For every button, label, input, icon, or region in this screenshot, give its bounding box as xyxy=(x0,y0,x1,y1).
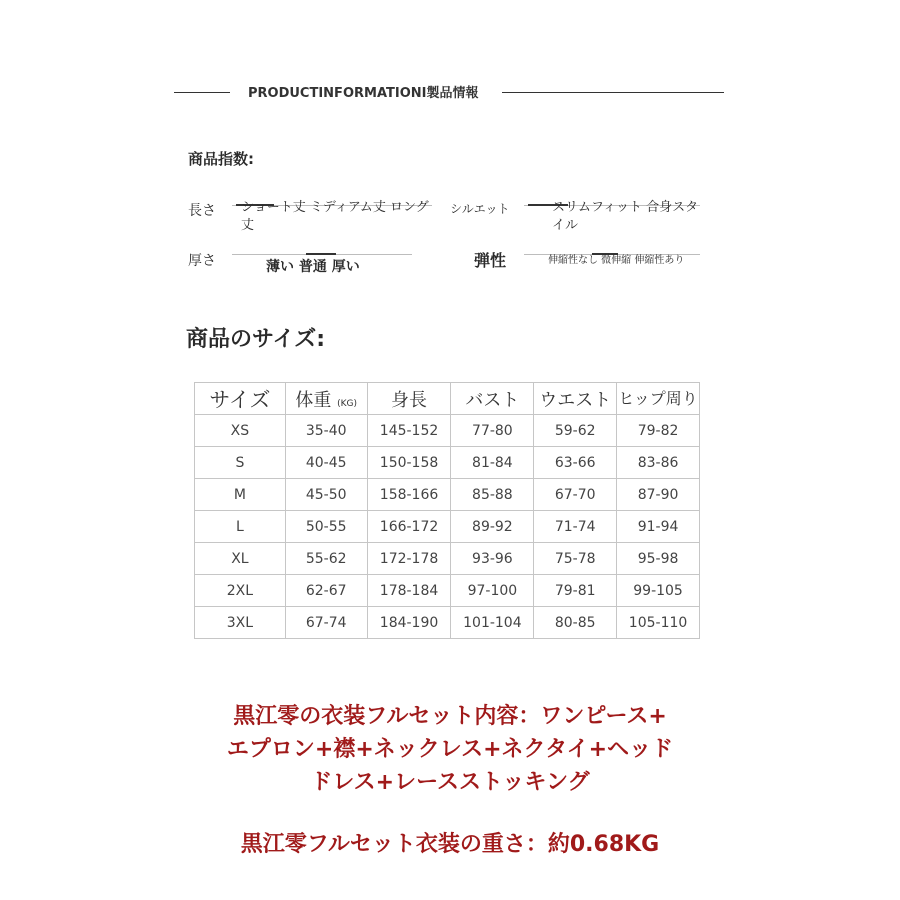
table-row xyxy=(195,543,700,575)
table-cell: 63-66 xyxy=(534,447,617,479)
header-weight: 体重 (KG) xyxy=(285,383,367,415)
weight-unit: (KG) xyxy=(337,398,358,409)
table-row xyxy=(195,479,700,511)
table-cell: 67-70 xyxy=(534,479,617,511)
size-table xyxy=(194,382,700,639)
weight-note: 黒江零フルセット衣装の重さ：約0.68KG xyxy=(240,832,660,857)
table-cell: 99-105 xyxy=(617,575,700,607)
table-cell: 3XL xyxy=(195,607,286,639)
table-row xyxy=(195,447,700,479)
set-contents-line-1: 黒江零の衣装フルセット内容：ワンピース+ xyxy=(233,704,667,729)
table-cell: 178-184 xyxy=(367,575,451,607)
table-cell: 85-88 xyxy=(451,479,534,511)
table-cell: 89-92 xyxy=(451,511,534,543)
table-cell: 166-172 xyxy=(367,511,451,543)
attr-label-length: 長さ xyxy=(188,203,216,219)
header-rule-left xyxy=(174,92,230,93)
table-cell: 35-40 xyxy=(285,415,367,447)
thickness-scale-mark xyxy=(306,253,336,255)
table-cell: 87-90 xyxy=(617,479,700,511)
table-row xyxy=(195,607,700,639)
table-cell: 93-96 xyxy=(451,543,534,575)
table-cell: L xyxy=(195,511,286,543)
table-cell: M xyxy=(195,479,286,511)
attr-options-length: ショート丈 ミディアム丈 ロング丈 xyxy=(241,200,429,233)
table-cell: XL xyxy=(195,543,286,575)
product-index-title: 商品指数: xyxy=(188,150,254,168)
header-waist: ウエスト xyxy=(534,383,617,415)
header-rule-right xyxy=(502,92,724,93)
attr-options-thickness: 薄い 普通 厚い xyxy=(266,259,360,275)
table-cell: 62-67 xyxy=(285,575,367,607)
attr-label-elasticity: 弾性 xyxy=(474,251,507,270)
table-cell: 184-190 xyxy=(367,607,451,639)
table-cell: 2XL xyxy=(195,575,286,607)
table-cell: 79-81 xyxy=(534,575,617,607)
attr-label-thickness: 厚さ xyxy=(188,253,216,269)
table-cell: 55-62 xyxy=(285,543,367,575)
table-cell: 80-85 xyxy=(534,607,617,639)
table-row xyxy=(195,575,700,607)
attr-label-silhouette: シルエット xyxy=(450,202,510,216)
header-hip: ヒップ周り xyxy=(617,383,700,415)
table-cell: 75-78 xyxy=(534,543,617,575)
table-cell: 50-55 xyxy=(285,511,367,543)
table-cell: 59-62 xyxy=(534,415,617,447)
table-cell: 158-166 xyxy=(367,479,451,511)
table-cell: 67-74 xyxy=(285,607,367,639)
table-cell: 91-94 xyxy=(617,511,700,543)
attr-options-silhouette: スリムフィット 合身スタイル xyxy=(552,200,699,233)
table-cell: 105-110 xyxy=(617,607,700,639)
size-table-header-row xyxy=(195,383,700,415)
table-cell: 97-100 xyxy=(451,575,534,607)
table-cell: 150-158 xyxy=(367,447,451,479)
header-bust: バスト xyxy=(451,383,534,415)
table-cell: 40-45 xyxy=(285,447,367,479)
table-cell: S xyxy=(195,447,286,479)
header-size: サイズ xyxy=(195,383,286,415)
table-cell: XS xyxy=(195,415,286,447)
table-cell: 95-98 xyxy=(617,543,700,575)
set-contents-line-2: エプロン+襟+ネックレス+ネクタイ+ヘッド xyxy=(226,737,674,762)
table-cell: 45-50 xyxy=(285,479,367,511)
table-cell: 145-152 xyxy=(367,415,451,447)
set-contents-line-3: ドレス+レースストッキング xyxy=(310,770,590,795)
table-cell: 71-74 xyxy=(534,511,617,543)
table-cell: 172-178 xyxy=(367,543,451,575)
table-cell: 83-86 xyxy=(617,447,700,479)
table-row xyxy=(195,511,700,543)
table-cell: 79-82 xyxy=(617,415,700,447)
table-cell: 77-80 xyxy=(451,415,534,447)
header-height: 身長 xyxy=(367,383,451,415)
page-title: PRODUCTINFORMATIONI製品情報 xyxy=(248,86,479,101)
table-row xyxy=(195,415,700,447)
size-section-title: 商品のサイズ: xyxy=(186,327,326,352)
attr-options-elasticity: 伸縮性なし 微伸縮 伸縮性あり xyxy=(548,255,685,266)
table-cell: 81-84 xyxy=(451,447,534,479)
table-cell: 101-104 xyxy=(451,607,534,639)
